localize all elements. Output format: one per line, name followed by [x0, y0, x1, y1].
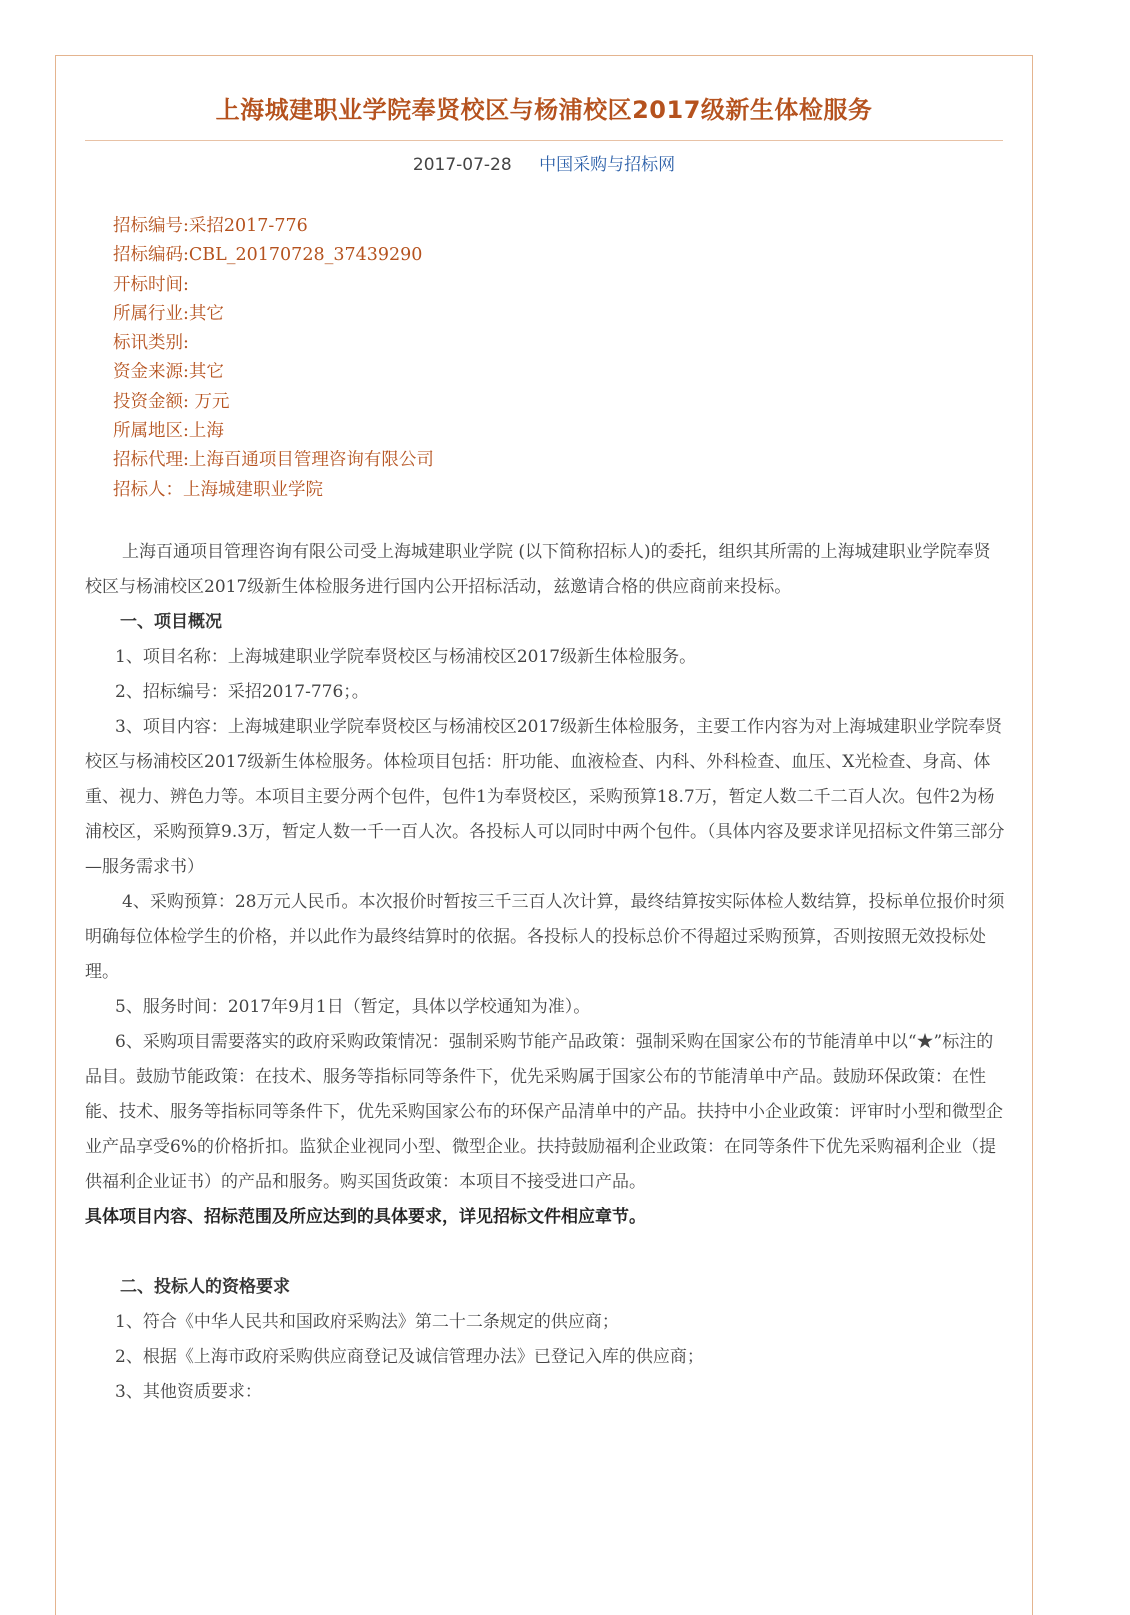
info-investment: 投资金额: 万元 — [113, 391, 230, 412]
intro-paragraph: 上海百通项目管理咨询有限公司受上海城建职业学院 (以下简称招标人)的委托，组织其所需的上海城建职业学院奉贤校区与杨浦校区2017级新生体检服务进行国内公开招标活动，兹邀请合格的供应商前来投标。 — [85, 542, 991, 597]
source-link[interactable]: 中国采购与招标网 — [539, 155, 676, 175]
overview-item-number: 2、招标编号：采招2017-776；。 — [115, 682, 369, 702]
info-fund-source: 资金来源:其它 — [113, 362, 224, 383]
section-heading-qualification: 二、投标人的资格要求 — [120, 1277, 290, 1297]
info-region: 所属地区:上海 — [113, 421, 224, 442]
info-agent: 招标代理:上海百通项目管理咨询有限公司 — [113, 450, 434, 471]
title-divider — [85, 140, 1003, 141]
overview-item-name: 1、项目名称：上海城建职业学院奉贤校区与杨浦校区2017级新生体检服务。 — [115, 647, 697, 667]
overview-item-content: 3、项目内容：上海城建职业学院奉贤校区与杨浦校区2017级新生体检服务，主要工作内容为对上海城建职业学院奉贤校区与杨浦校区2017级新生体检服务。体检项目包括：肝功能、血液检查、内科、外科检查、血压、X光检查、身高、体重、视力、辨色力等。本项目主要分两个包件，包件1为奉贤校区，采购预算18.7万，暂定人数二千二百人次。包件2为杨浦校区，采购预算9.3万，暂定人数一千一百人次。各投标人可以同时中两个包件。（具体内容及要求详见招标文件第三部分—服务需求书） — [85, 717, 1005, 877]
info-tenderer: 招标人：上海城建职业学院 — [113, 479, 323, 500]
spacer — [85, 1235, 1005, 1270]
overview-item-policy: 6、采购项目需要落实的政府采购政策情况：强制采购节能产品政策：强制采购在国家公布的节能清单中以“★”标注的品目。鼓励节能政策：在技术、服务等指标同等条件下，优先采购属于国家公布的节能清单中产品。鼓励环保政策：在性能、技术、服务等指标同等条件下，优先采购国家公布的环保产品清单中的产品。扶持中小企业政策：评审时小型和微型企业产品享受6%的价格折扣。监狱企业视同小型、微型企业。扶持鼓励福利企业政策：在同等条件下优先采购福利企业（提供福利企业证书）的产品和服务。购买国货政策：本项目不接受进口产品。 — [85, 1032, 1003, 1192]
qualification-item-2: 2、根据《上海市政府采购供应商登记及诚信管理办法》已登记入库的供应商； — [115, 1347, 704, 1367]
tender-info-list — [113, 212, 434, 505]
info-tender-number: 招标编号:采招2017-776 — [113, 216, 308, 236]
overview-item-budget: 4、采购预算：28万元人民币。本次报价时暂按三千三百人次计算，最终结算按实际体检人数结算，投标单位报价时须明确每位体检学生的价格，并以此作为最终结算时的依据。各投标人的投标总价不得超过采购预算，否则按照无效投标处理。 — [85, 892, 1005, 982]
qualification-item-1: 1、符合《中华人民共和国政府采购法》第二十二条规定的供应商； — [115, 1312, 619, 1332]
announcement-body — [85, 535, 1005, 1410]
section-heading-overview: 一、项目概况 — [120, 612, 222, 632]
info-category: 标讯类别: — [113, 333, 189, 354]
publish-date: 2017-07-28 — [412, 155, 512, 175]
info-opening-time: 开标时间: — [113, 274, 189, 295]
page-title: 上海城建职业学院奉贤校区与杨浦校区2017级新生体检服务 — [215, 96, 873, 124]
summary-note: 具体项目内容、招标范围及所应达到的具体要求，详见招标文件相应章节。 — [85, 1207, 646, 1227]
info-industry: 所属行业:其它 — [113, 303, 224, 324]
qualification-item-3: 3、其他资质要求： — [115, 1382, 262, 1402]
overview-item-service-time: 5、服务时间：2017年9月1日（暂定，具体以学校通知为准）。 — [115, 997, 591, 1017]
publish-meta — [85, 150, 1003, 175]
info-tender-code: 招标编码:CBL_20170728_37439290 — [113, 245, 423, 266]
